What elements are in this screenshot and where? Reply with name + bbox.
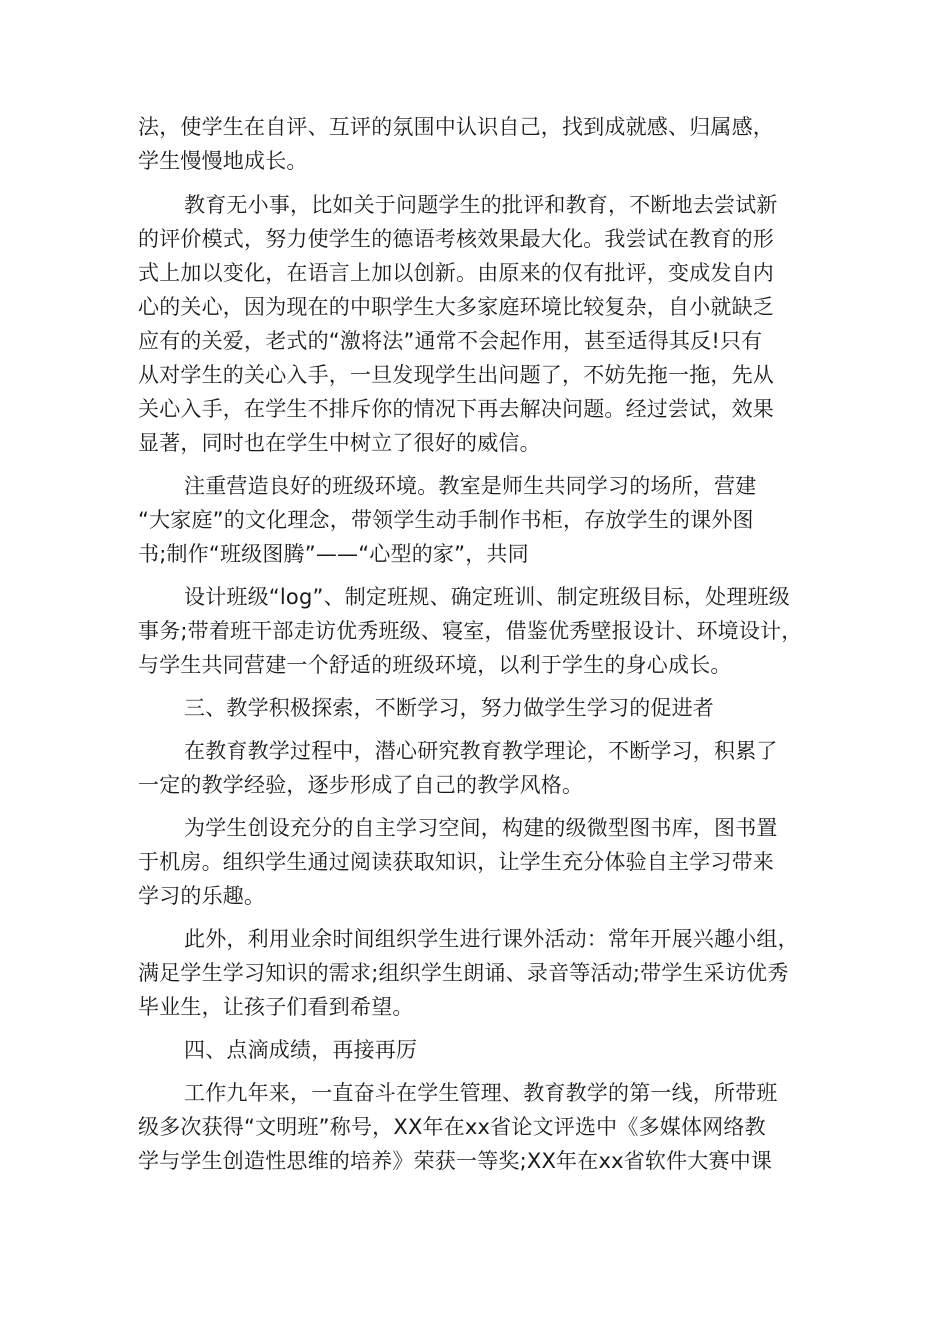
section-heading: 三、教学积极探索，不断学习，努力做学生学习的促进者 — [184, 696, 714, 720]
text-line: 学习的乐趣。 — [138, 884, 266, 908]
text-line: 显著，同时也在学生中树立了很好的威信。 — [138, 431, 541, 455]
text-line: 毕业生，让孩子们看到希望。 — [138, 995, 414, 1019]
text-line: 为学生创设充分的自主学习空间，构建的级微型图书库，图书置 — [184, 816, 778, 840]
text-line: 一定的教学经验，逐步形成了自己的教学风格。 — [138, 773, 584, 797]
text-line: 工作九年来，一直奋斗在学生管理、教育教学的第一线，所带班 — [184, 1081, 778, 1105]
text-line: “大家庭”的文化理念，带领学生动手制作书柜，存放学生的课外图 — [138, 508, 754, 532]
section-heading: 四、点滴成绩，再接再厉 — [184, 1038, 418, 1062]
text-line: 在教育教学过程中，潜心研究教育教学理论，不断学习，积累了 — [184, 739, 778, 763]
text-line: 注重营造良好的班级环境。教室是师生共同学习的场所，营建 — [184, 474, 757, 498]
text-line: 事务;带着班干部走访优秀班级、寝室，借鉴优秀壁报设计、环境设计， — [138, 619, 803, 643]
text-line: 于机房。组织学生通过阅读获取知识，让学生充分体验自主学习带来 — [138, 850, 774, 874]
text-line: 教育无小事，比如关于问题学生的批评和教育，不断地去尝试新 — [184, 193, 778, 217]
text-line: 级多次获得“文明班”称号，XX年在xx省论文评选中《多媒体网络教 — [138, 1115, 766, 1139]
text-line: 法，使学生在自评、互评的氛围中认识自己，找到成就感、归属感， — [138, 115, 774, 139]
text-line: 学与学生创造性思维的培养》荣获一等奖;XX年在xx省软件大赛中课 — [138, 1149, 773, 1173]
text-line: 满足学生学习知识的需求;组织学生朗诵、录音等活动;带学生采访优秀 — [138, 961, 789, 985]
text-line: 与学生共同营建一个舒适的班级环境，以利于学生的身心成长。 — [138, 653, 732, 677]
text-line: 书;制作“班级图腾”——“心型的家”，共同 — [138, 542, 529, 566]
text-line: 心的关心，因为现在的中职学生大多家庭环境比较复杂，自小就缺乏 — [138, 295, 774, 319]
text-line: 此外，利用业余时间组织学生进行课外活动：常年开展兴趣小组， — [184, 927, 799, 951]
text-line: 应有的关爱，老式的“激将法”通常不会起作用，甚至适得其反!只有 — [138, 329, 763, 353]
text-line: 设计班级“log”、制定班规、确定班训、制定班级目标，处理班级 — [184, 585, 790, 609]
text-line: 的评价模式，努力使学生的德语考核效果最大化。我尝试在教育的形 — [138, 227, 774, 251]
text-line: 式上加以变化，在语言上加以创新。由原来的仅有批评，变成发自内 — [138, 261, 774, 285]
text-line: 关心入手，在学生不排斥你的情况下再去解决问题。经过尝试，效果 — [138, 397, 774, 421]
text-line: 学生慢慢地成长。 — [138, 149, 308, 173]
text-line: 从对学生的关心入手，一旦发现学生出问题了，不妨先拖一拖，先从 — [138, 363, 774, 387]
